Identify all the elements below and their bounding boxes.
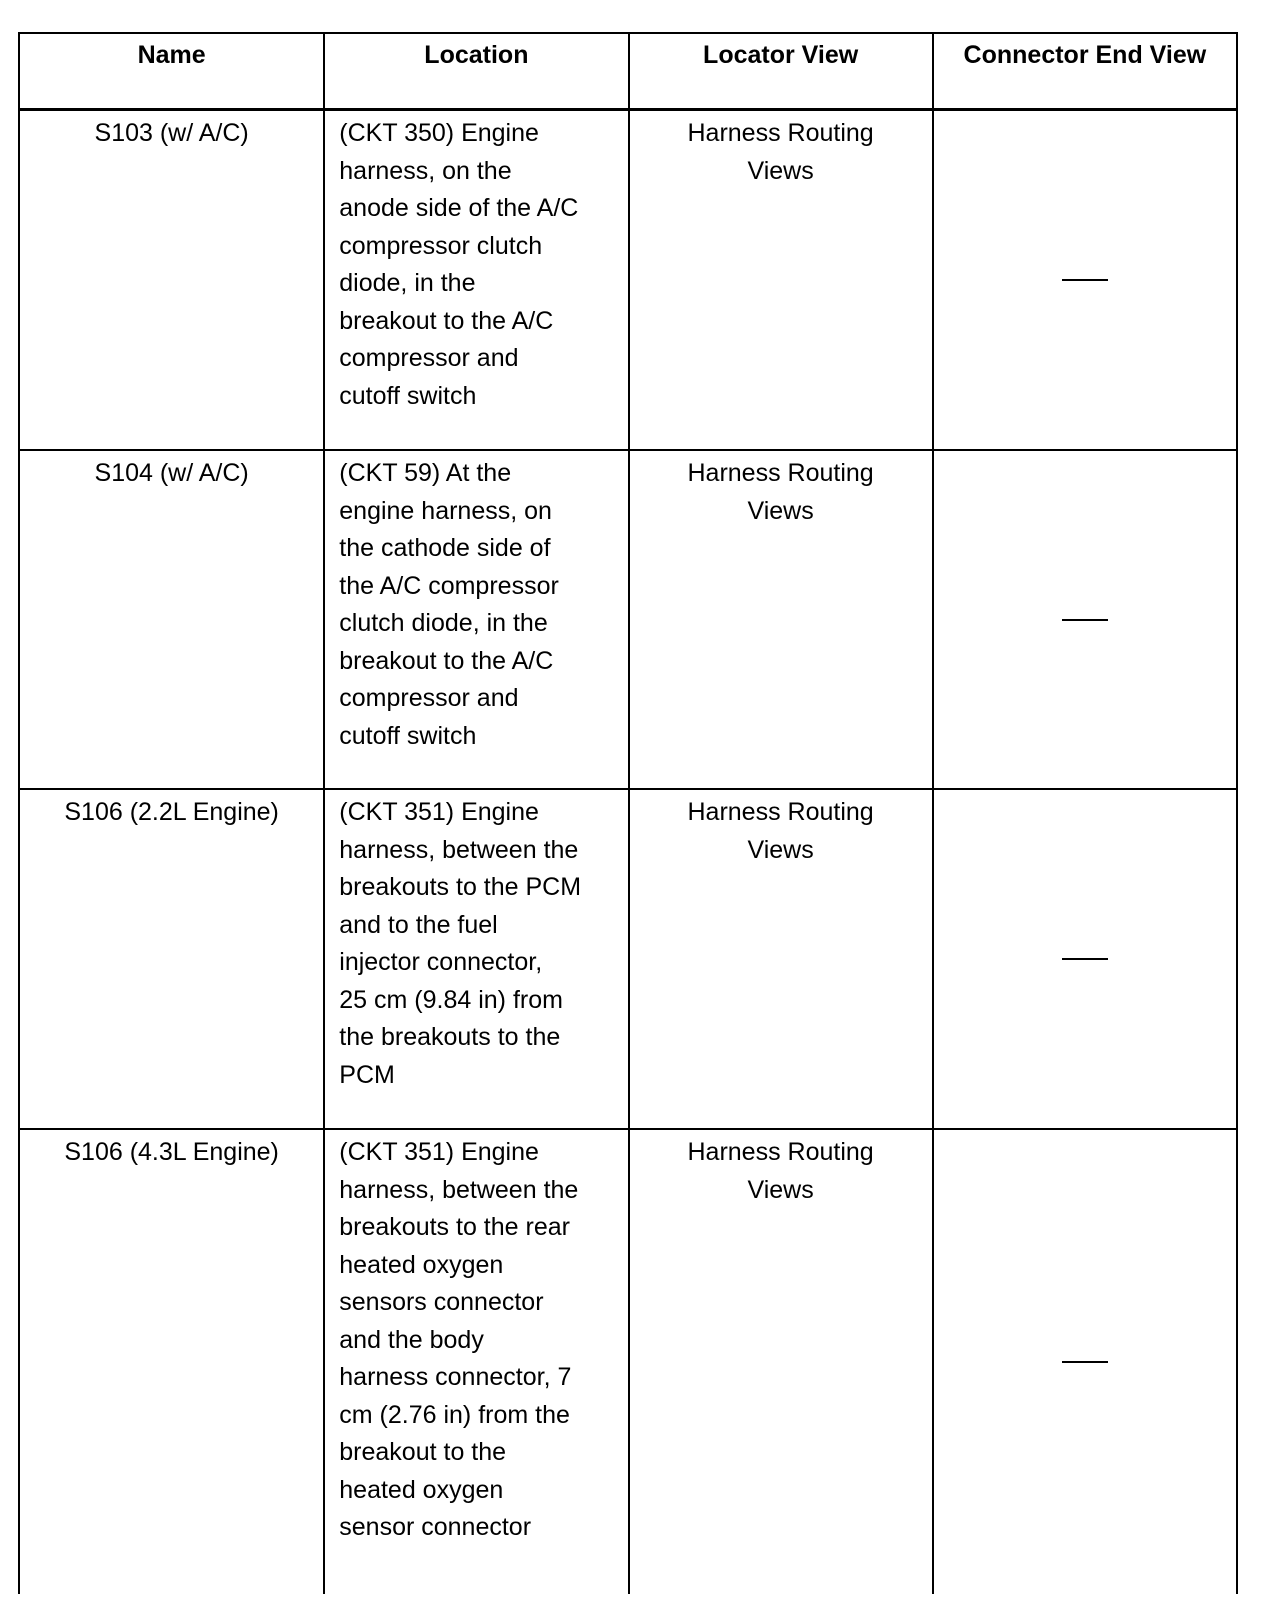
header-name-label: Name [137,41,206,69]
locator-view-text: Harness Routing Views [687,798,874,864]
name-cell [19,110,324,451]
table-row [19,450,1237,789]
connector-end-view-cell [933,110,1237,451]
header-locator-view [629,33,933,110]
locator-view-text: Harness Routing Views [687,119,874,185]
locator-view-cell [629,789,933,1129]
splice-name: S103 (w/ A/C) [94,119,249,147]
locator-view-cell [629,1129,933,1594]
name-cell [19,1129,324,1594]
locator-view-cell [629,110,933,451]
location-cell [324,450,628,789]
splice-name: S106 (4.3L Engine) [64,1138,279,1166]
connector-end-view-cell [933,450,1237,789]
connector-end-view-cell [933,789,1237,1129]
table-row [19,1129,1237,1594]
location-text: (CKT 351) Engine harness, between the breakouts to the rear heated oxygen sensors connector and the body harness connector, 7 cm (2.76 in) from the breakout to the heated oxygen sensor connector [339,1138,579,1541]
connector-end-view-cell [933,1129,1237,1594]
not-applicable-dash [1062,958,1108,960]
splice-name: S106 (2.2L Engine) [64,798,279,826]
table-header-row [19,33,1237,110]
name-cell [19,789,324,1129]
location-cell [324,110,628,451]
name-cell [19,450,324,789]
splice-location-table [18,32,1238,1594]
locator-view-cell [629,450,933,789]
location-cell [324,789,628,1129]
splice-name: S104 (w/ A/C) [94,459,249,487]
locator-view-text: Harness Routing Views [687,459,874,525]
not-applicable-dash [1062,1361,1108,1363]
location-text: (CKT 350) Engine harness, on the anode side of the A/C compressor clutch diode, in the breakout to the A/C compressor and cutoff switch [339,119,579,410]
header-connector-end-view-label: Connector End View [963,41,1207,69]
not-applicable-dash [1062,279,1108,281]
location-cell [324,1129,628,1594]
locator-view-text: Harness Routing Views [687,1138,874,1204]
location-text: (CKT 351) Engine harness, between the breakouts to the PCM and to the fuel injector connector, 25 cm (9.84 in) from the breakouts to the PCM [339,798,582,1089]
header-connector-end-view [933,33,1237,110]
header-location [324,33,628,110]
not-applicable-dash [1062,619,1108,621]
header-location-label: Location [424,41,529,69]
header-name [19,33,324,110]
header-locator-view-label: Locator View [703,41,859,69]
table-row [19,110,1237,451]
table-row [19,789,1237,1129]
location-text: (CKT 59) At the engine harness, on the cathode side of the A/C compressor clutch diode, in the breakout to the A/C compressor and cutoff switch [339,459,559,750]
